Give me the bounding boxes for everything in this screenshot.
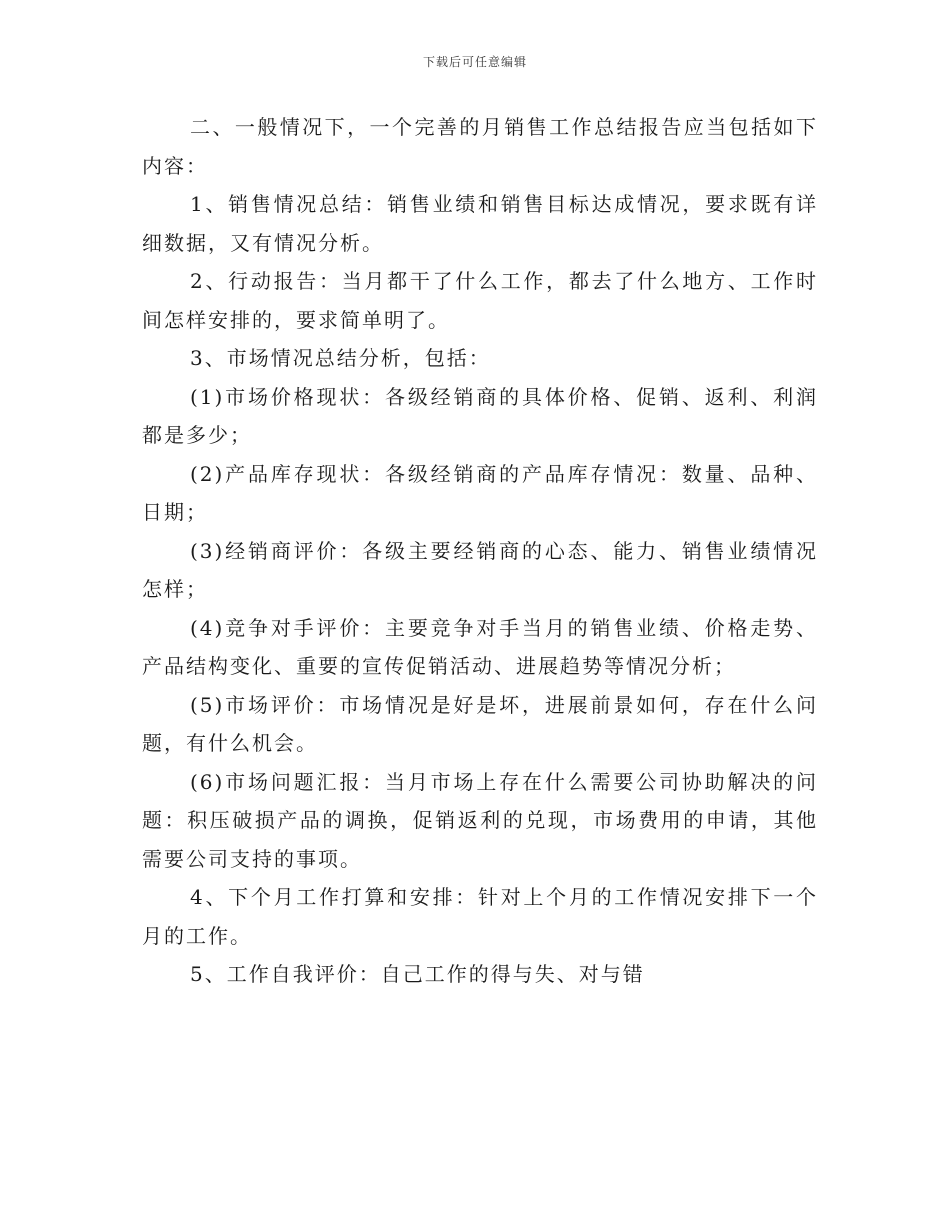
paragraph-action-report: 2、行动报告：当月都干了什么工作，都去了什么地方、工作时间怎样安排的，要求简单明了。: [142, 269, 818, 332]
paragraph-market-analysis: 3、市场情况总结分析，包括：: [190, 346, 491, 370]
paragraph-next-month-plan: 4、下个月工作打算和安排：针对上个月的工作情况安排下一个月的工作。: [142, 885, 818, 948]
paragraph-market-evaluation: (5)市场评价：市场情况是好是坏，进展前景如何，存在什么问题，有什么机会。: [142, 692, 818, 755]
paragraph-market-price: (1)市场价格现状：各级经销商的具体价格、促销、返利、利润都是多少；: [142, 384, 818, 447]
paragraph-intro: 二、一般情况下，一个完善的月销售工作总结报告应当包括如下内容：: [142, 115, 818, 178]
paragraph-inventory: (2)产品库存现状：各级经销商的产品库存情况：数量、品种、日期；: [142, 461, 818, 524]
paragraph-market-issues: (6)市场问题汇报：当月市场上存在什么需要公司协助解决的问题：积压破损产品的调换，促销返利的兑现，市场费用的申请，其他需要公司支持的事项。: [142, 769, 818, 871]
paragraph-self-evaluation: 5、工作自我评价：自己工作的得与失、对与错: [190, 962, 645, 986]
paragraph-competitor-evaluation: (4)竞争对手评价：主要竞争对手当月的销售业绩、价格走势、产品结构变化、重要的宣传促销活动、进展趋势等情况分析；: [142, 615, 818, 678]
paragraph-dealer-evaluation: (3)经销商评价：各级主要经销商的心态、能力、销售业绩情况怎样；: [142, 538, 818, 601]
document-body: [142, 108, 818, 994]
page-header-note: 下载后可任意编辑: [422, 55, 527, 69]
paragraph-sales-summary: 1、销售情况总结：销售业绩和销售目标达成情况，要求既有详细数据，又有情况分析。: [142, 192, 818, 255]
